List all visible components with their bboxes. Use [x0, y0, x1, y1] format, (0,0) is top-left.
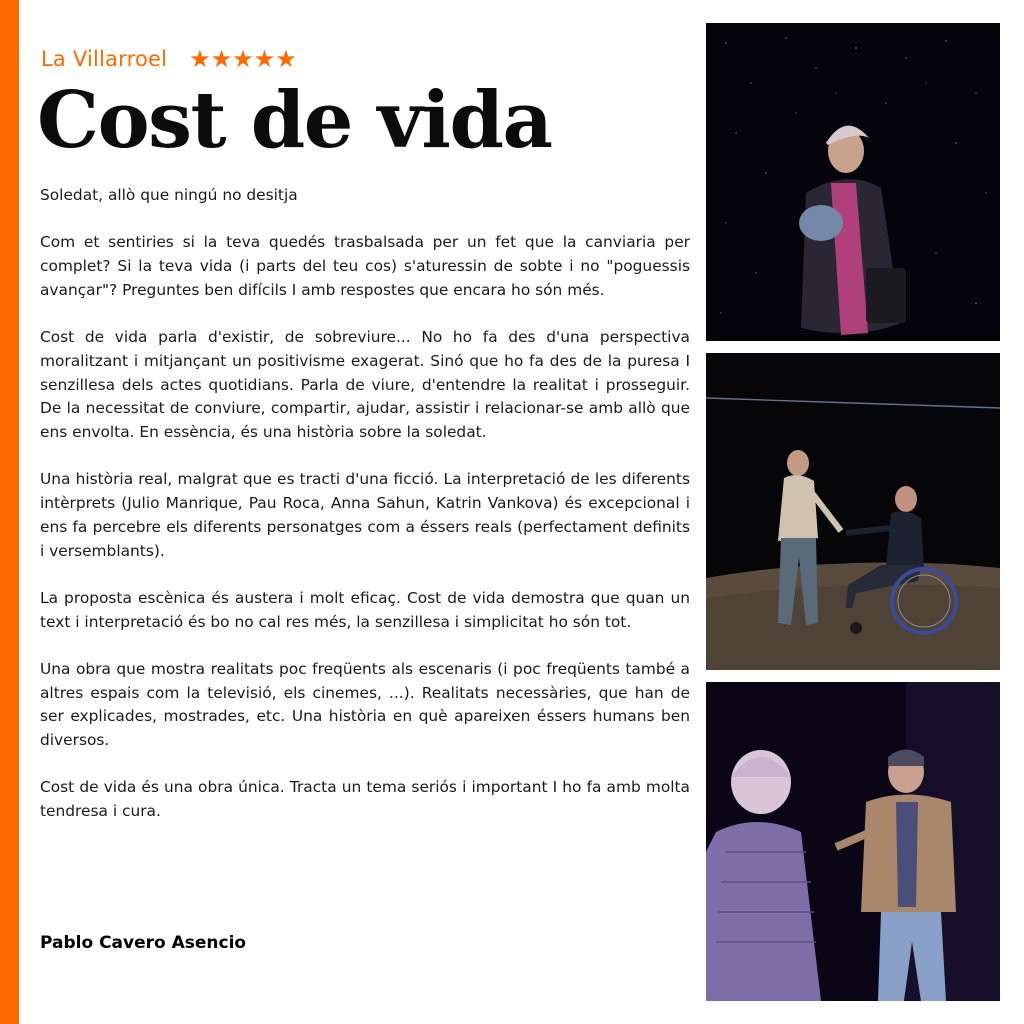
article-paragraph: La proposta escènica és austera i molt eficaç. Cost de vida demostra que quan un text i interpretació és bo no cal res més, la senzillesa i simplicitat ho són tot. — [40, 588, 690, 631]
stage-photo-woman-alone — [706, 23, 1000, 341]
article-paragraph: Com et sentiries si la teva quedés trasbalsada per un fet que la canviaria per complet? Si la teva vida (i parts del teu cos) s'aturessin de sobte i no "poguessis avançar"? Preguntes ben difícils I amb respostes que encara ho són més. — [40, 233, 690, 299]
header-row — [41, 44, 297, 74]
accent-bar — [0, 0, 19, 1024]
stage-photo-wheelchair — [706, 353, 1000, 670]
star-rating: ★★★★★ — [189, 45, 297, 73]
article-paragraph: Una història real, malgrat que es tracti d'una ficció. La interpretació de les diferents intèrprets (Julio Manrique, Pau Roca, Anna Sahun, Katrin Vankova) és excepcional i ens fa percebre els diferents personatges com a éssers reals (perfectament definits i versemblants). — [40, 470, 690, 560]
article-subtitle: Soledat, allò que ningú no desitja — [40, 186, 298, 204]
stage-photo-conversation — [706, 682, 1000, 1001]
article-paragraph: Cost de vida parla d'existir, de sobreviure... No ho fa des d'una perspectiva moralitzant i mitjançant un positivisme exagerat. Sinó que ho fa des de la puresa I senzillesa dels actes quotidians. Parla de viure, d'entendre la realitat i prosseguir. De la necessitat de conviure, compartir, ajudar, assistir i relacionar-se amb allò que ens envolta. En essència, és una història sobre la soledat. — [40, 328, 690, 441]
page-title: Cost de vida — [37, 75, 552, 166]
article-paragraph: Una obra que mostra realitats poc freqüents als escenaris (i poc freqüents també a altres espais com la televisió, els cinemes, ...). Realitats necessàries, que han de ser explicades, mostrades, etc. Una història en què apareixen éssers humans ben diversos. — [40, 659, 690, 750]
article-body — [40, 184, 690, 848]
venue-name: La Villarroel — [41, 47, 168, 71]
article-paragraph: Cost de vida és una obra única. Tracta un tema seriós i important I ho fa amb molta tendresa i cura. — [40, 778, 690, 821]
author-name: Pablo Cavero Asencio — [40, 933, 247, 953]
